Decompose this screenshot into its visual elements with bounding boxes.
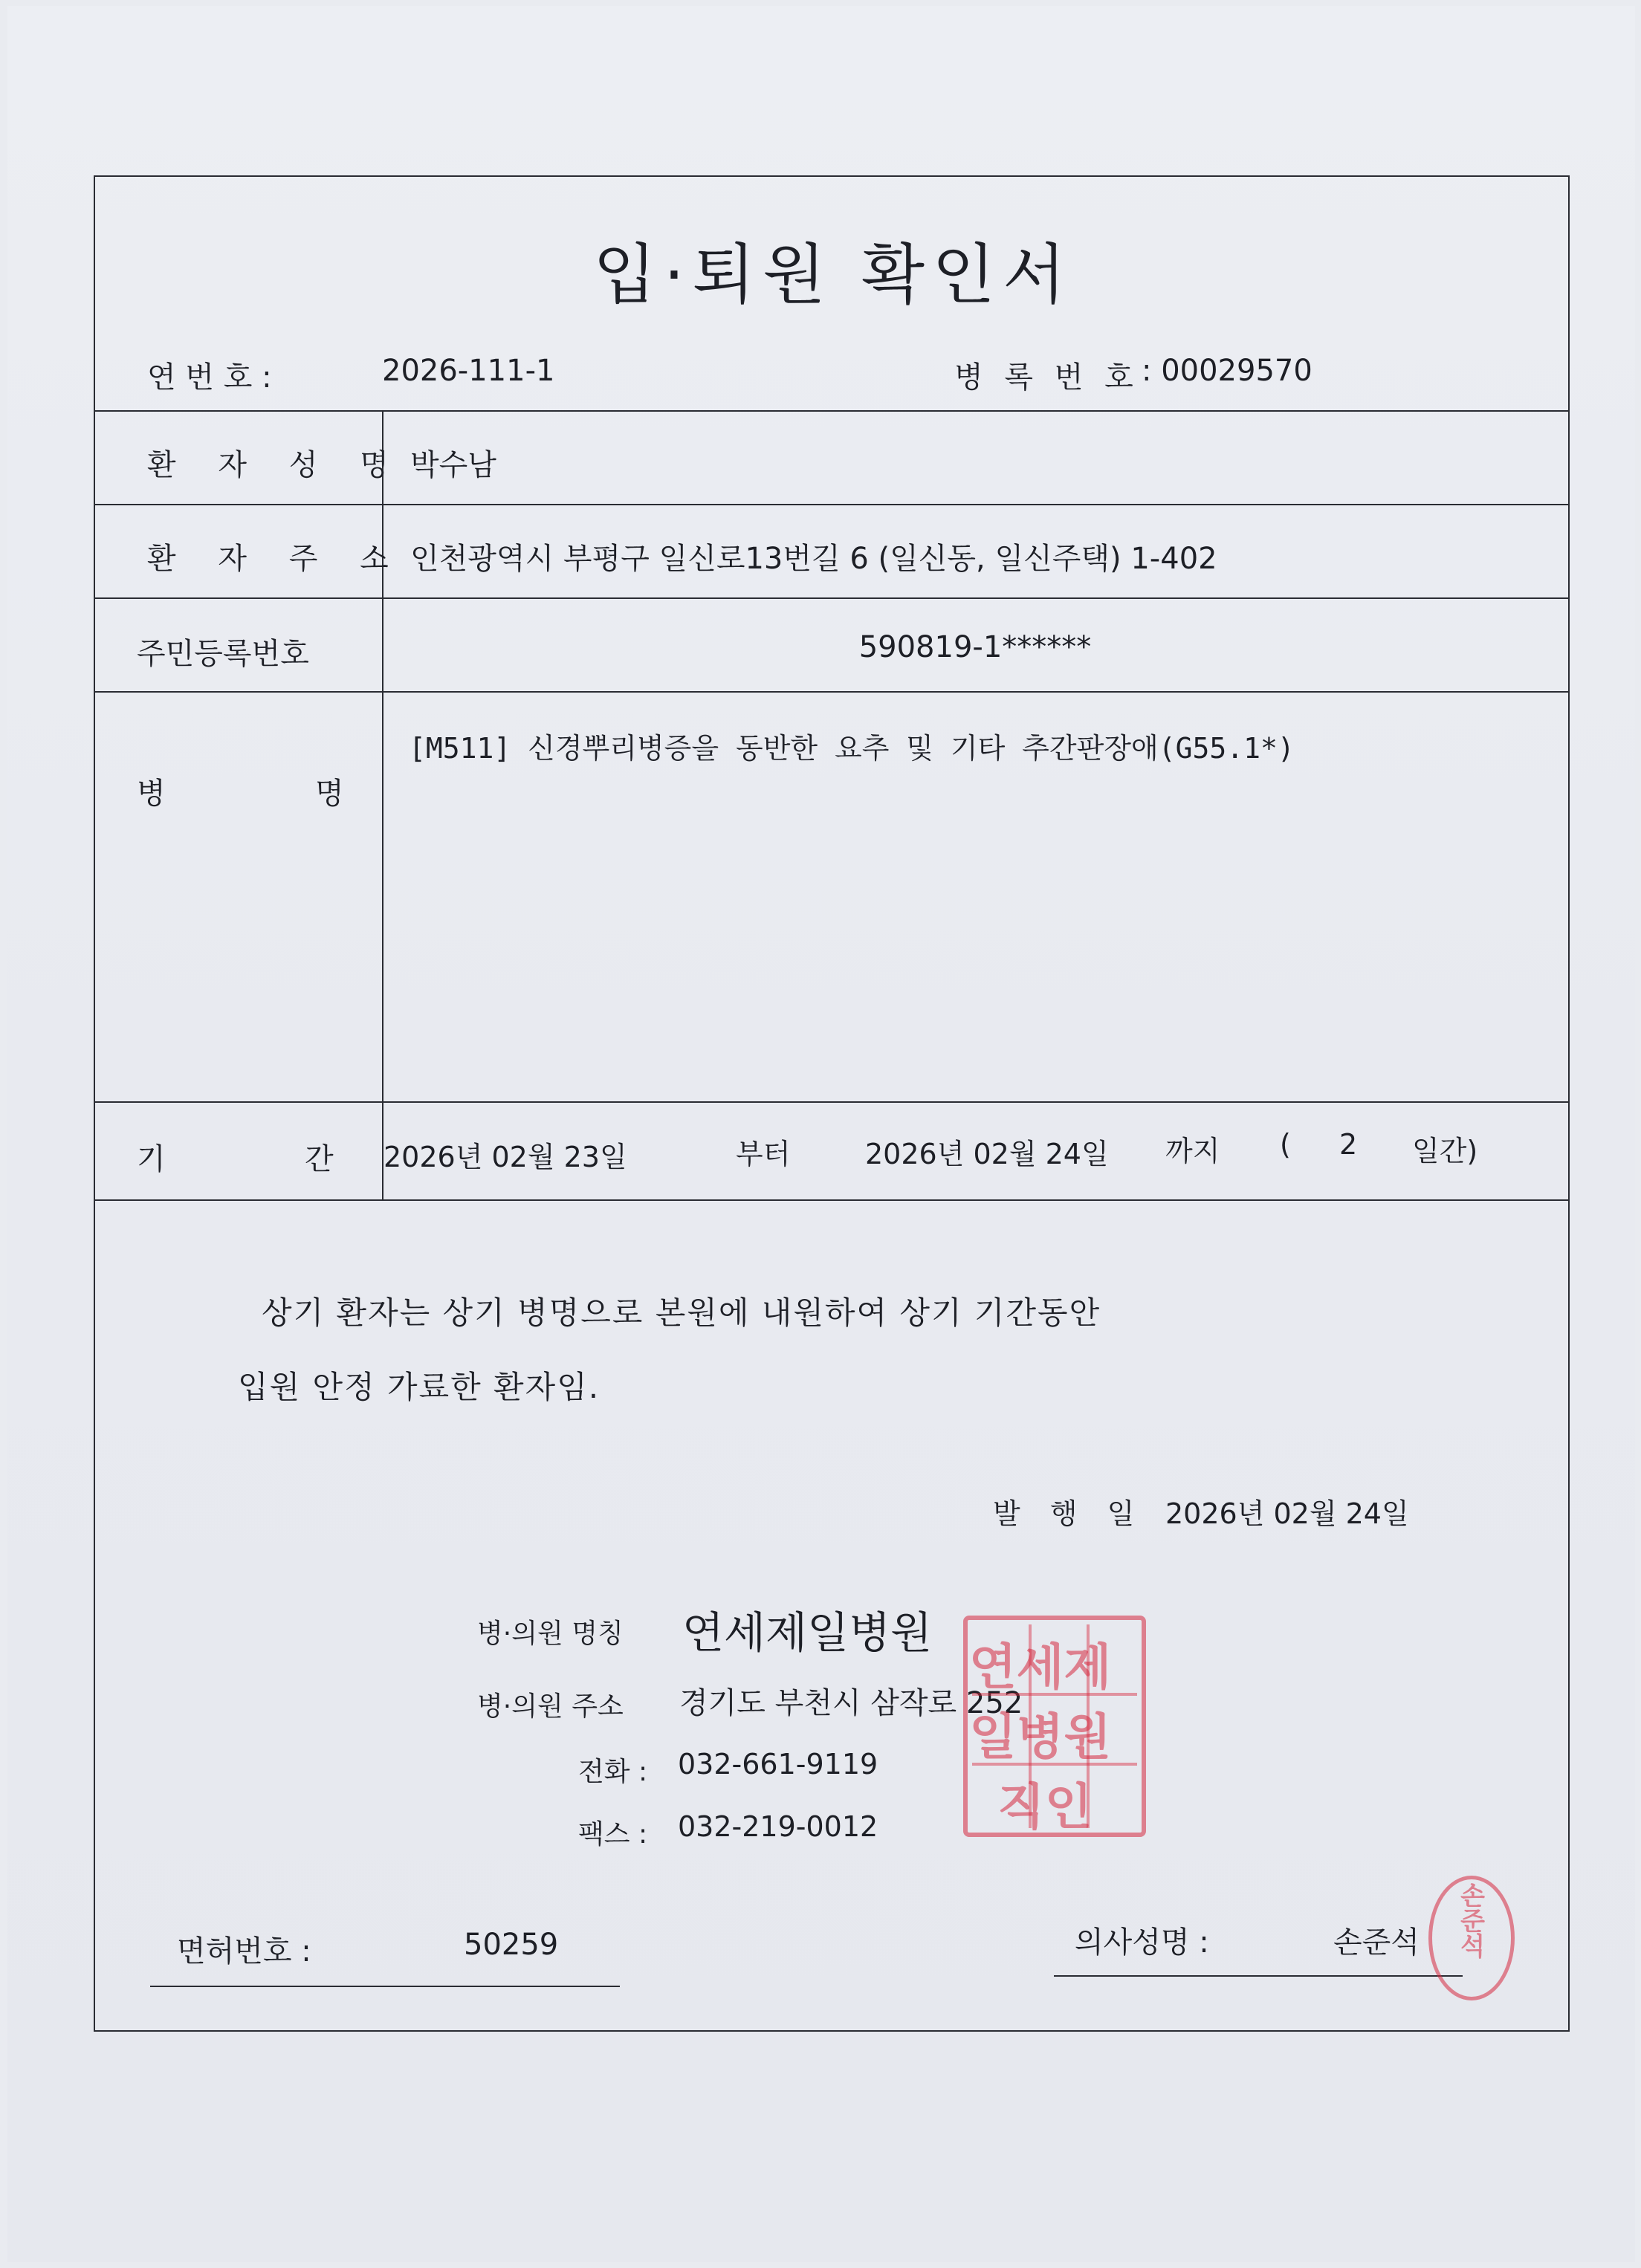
issue-label: 발 행 일: [993, 1497, 1145, 1530]
disease-value: [M511] 신경뿌리병증을 동반한 요추 및 기타 추간판장애(G55.1*): [409, 732, 1295, 765]
stamp-line-3: 직인: [997, 1778, 1093, 1836]
doctor-seal: [1428, 1876, 1515, 2000]
period-label-second: 간: [305, 1142, 334, 1176]
disease-label-second: 명: [315, 777, 344, 811]
statement-line-2: 입원 안정 가료한 환자임.: [238, 1369, 601, 1405]
hospital-address-label: 병·의원 주소: [477, 1691, 624, 1722]
address-label: 환 자 주 소: [147, 542, 405, 576]
hospital-address-value: 경기도 부천시 삼작로 252: [679, 1686, 1023, 1720]
period-start: 2026년 02월 23일: [383, 1141, 627, 1173]
hospital-name-label: 병·의원 명칭: [477, 1619, 624, 1649]
serial-value: 2026-111-1: [382, 354, 555, 388]
certificate-frame: [94, 175, 1570, 2032]
phone-value: 032-661-9119: [678, 1748, 878, 1781]
seal-text: 손준석: [1455, 1882, 1485, 1958]
row-divider: [95, 1199, 1568, 1201]
address-value: 인천광역시 부평구 일신로13번길 6 (일신동, 일신주택) 1-402: [410, 542, 1217, 576]
rrn-label: 주민등록번호: [137, 637, 309, 671]
stamp-line-1: 연세제: [969, 1638, 1112, 1696]
issue-date: 2026년 02월 24일: [1165, 1497, 1409, 1530]
rrn-value: 590819-1******: [858, 630, 1092, 664]
row-divider: [95, 691, 1568, 693]
fax-label: 팩스 :: [578, 1819, 648, 1850]
row-divider: [95, 410, 1568, 412]
hospital-name-value: 연세제일병원: [682, 1607, 933, 1658]
license-value: 50259: [464, 1928, 559, 1962]
hospital-official-stamp: [963, 1616, 1146, 1837]
column-divider: [382, 410, 383, 1199]
period-close: 일간): [1412, 1135, 1478, 1167]
row-divider: [95, 1101, 1568, 1103]
license-underline: [150, 1986, 620, 1987]
doctor-underline: [1054, 1975, 1463, 1977]
disease-label-first: 병: [137, 777, 166, 811]
record-value: : 00029570: [1142, 354, 1313, 388]
period-days: 2: [1339, 1128, 1358, 1161]
statement-line-1: 상기 환자는 상기 병명으로 본원에 내원하여 상기 기간동안: [262, 1295, 1101, 1331]
record-label: 병 록 번 호: [954, 360, 1139, 395]
row-divider: [95, 504, 1568, 505]
name-value: 박수남: [410, 448, 496, 482]
fax-value: 032-219-0012: [678, 1810, 878, 1843]
document-title: 입·퇴원 확인서: [593, 236, 1073, 313]
period-open-paren: (: [1280, 1128, 1291, 1161]
period-end: 2026년 02월 24일: [865, 1138, 1109, 1170]
stamp-line-2: 일병원: [969, 1708, 1112, 1766]
period-label-first: 기: [137, 1142, 166, 1176]
name-label: 환 자 성 명: [147, 448, 405, 482]
row-divider: [95, 597, 1568, 599]
phone-label: 전화 :: [578, 1757, 648, 1787]
period-from: 부터: [736, 1138, 791, 1170]
period-until: 까지: [1165, 1135, 1220, 1167]
document-sheet: [7, 6, 1635, 2262]
doctor-value: 손준석: [1333, 1925, 1420, 1960]
license-label: 면허번호 :: [177, 1934, 311, 1969]
doctor-label: 의사성명 :: [1075, 1925, 1209, 1960]
serial-label: 연 번 호 :: [147, 360, 272, 395]
